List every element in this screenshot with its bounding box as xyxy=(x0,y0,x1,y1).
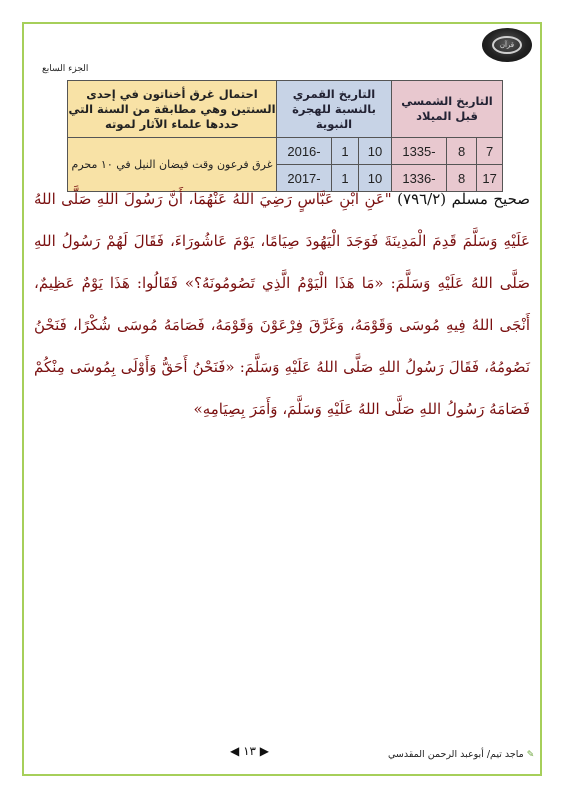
cell-lunar-year: -2017 xyxy=(277,165,332,192)
header-lunar-date: التاريخ القمري بالنسبة للهجرة النبوية xyxy=(277,81,392,138)
hadith-source: صحيح مسلم (٧٩٦/٢) xyxy=(397,190,530,208)
cell-solar-month: 8 xyxy=(446,138,476,165)
hadith-text: "عَنِ ابْنِ عَبَّاسٍ رَضِيَ اللهُ عَنْهُمَا، أَنَّ رَسُولَ اللهِ صَلَّى اللهُ عَلَيْهِ وَسَلَّمَ قَدِمَ الْمَدِينَةَ فَوَجَدَ الْيَهُودَ صِيَامًا، يَوْمَ عَاشُورَاءَ، فَقَالَ لَهُمْ رَسُولُ اللهِ صَلَّى اللهُ عَلَيْهِ وَسَلَّمَ: «مَا هَذَا الْيَوْمُ الَّذِي تَصُومُونَهُ؟» فَقَالُوا: هَذَا يَوْمٌ عَظِيمٌ، أَنْجَى اللهُ فِيهِ مُوسَى وَقَوْمَهُ، وَغَرَّقَ فِرْعَوْنَ وَقَوْمَهُ، فَصَامَهُ مُوسَى شُكْرًا، فَنَحْنُ نَصُومُهُ، فَقَالَ رَسُولُ اللهِ صَلَّى اللهُ عَلَيْهِ وَسَلَّمَ: «فَنَحْنُ أَحَقُّ وَأَوْلَى بِمُوسَى مِنْكُمْ فَصَامَهُ رَسُولُ اللهِ صَلَّى اللهُ عَلَيْهِ وَسَلَّمَ، وَأَمَرَ بِصِيَامِهِ» xyxy=(34,190,530,418)
dates-table xyxy=(67,80,503,192)
logo-ring xyxy=(492,36,522,54)
cell-event-note: غرق فرعون وقت فيضان النيل في ١٠ محرم xyxy=(68,138,277,192)
logo-text: قرآن xyxy=(499,41,515,49)
page-number: ١٣ xyxy=(243,744,256,758)
cell-lunar-day: 10 xyxy=(359,165,392,192)
table-header-row xyxy=(68,81,503,138)
cell-solar-day: 7 xyxy=(477,138,503,165)
cell-solar-month: 8 xyxy=(446,165,476,192)
table-row xyxy=(68,138,503,165)
header-solar-date: التاريخ الشمسي قبل الميلاد xyxy=(392,81,503,138)
page-navigation xyxy=(230,744,269,758)
next-arrow-icon[interactable]: ▶ xyxy=(259,744,270,758)
cell-lunar-month: 1 xyxy=(332,165,359,192)
cell-solar-year: -1336 xyxy=(392,165,447,192)
author-name: ماجد تيم/ أبوعبد الرحمن المقدسي xyxy=(388,749,524,760)
footer-author xyxy=(388,749,534,760)
cell-lunar-day: 10 xyxy=(359,138,392,165)
hadith-paragraph xyxy=(34,178,530,430)
part-label: الجزء السابع xyxy=(42,64,89,74)
cell-solar-day: 17 xyxy=(477,165,503,192)
header-event: احتمال غرق أخناتون في إحدى السنتين وهي مطابقة من السنة التي حددها علماء الآثار لموته xyxy=(68,81,277,138)
cell-solar-year: -1335 xyxy=(392,138,447,165)
quran-logo xyxy=(482,28,532,62)
prev-arrow-icon[interactable]: ◀ xyxy=(230,744,240,758)
quill-icon: ✎ xyxy=(526,750,535,760)
cell-lunar-month: 1 xyxy=(332,138,359,165)
cell-lunar-year: -2016 xyxy=(277,138,332,165)
